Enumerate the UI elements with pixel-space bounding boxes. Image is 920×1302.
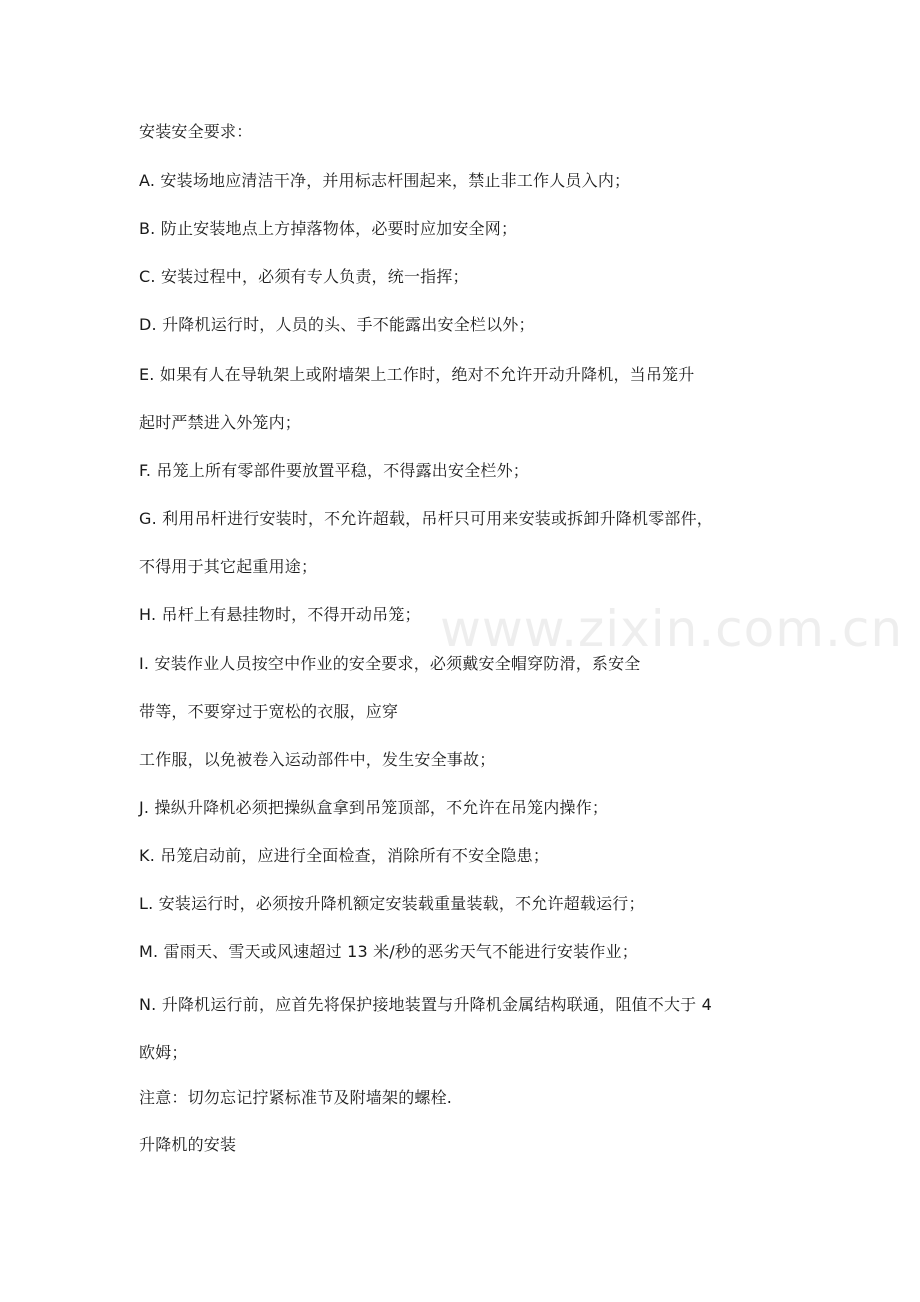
rule-i-continued-2: 工作服，以免被卷入运动部件中，发生安全事故； [139,750,496,769]
rule-a: A. 安装场地应清洁干净，并用标志杆围起来，禁止非工作人员入内； [139,171,631,190]
note: 注意：切勿忘记拧紧标准节及附墙架的螺栓. [139,1088,453,1107]
rule-d: D. 升降机运行时，人员的头、手不能露出安全栏以外； [139,315,535,334]
rule-e-continued: 起时严禁进入外笼内； [139,413,302,432]
rule-g: G. 利用吊杆进行安装时，不允许超载，吊杆只可用来安装或拆卸升降机零部件， [139,509,713,528]
rule-g-continued: 不得用于其它起重用途； [139,557,318,576]
rule-i-continued: 带等，不要穿过于宽松的衣服，应穿 [139,702,399,721]
rule-m: M. 雷雨天、雪天或风速超过 13 米/秒的恶劣天气不能进行安装作业； [139,942,638,961]
rule-n-continued: 欧姆； [139,1043,188,1062]
rule-n: N. 升降机运行前，应首先将保护接地装置与升降机金属结构联通，阻值不大于 4 [139,995,713,1014]
rule-i: I. 安装作业人员按空中作业的安全要求，必须戴安全帽穿防滑，系安全 [139,654,641,673]
rule-b: B. 防止安装地点上方掉落物体，必要时应加安全网； [139,219,518,238]
rule-l: L. 安装运行时，必须按升降机额定安装载重量装载，不允许超载运行； [139,894,645,913]
rule-h: H. 吊杆上有悬挂物时，不得开动吊笼； [139,605,421,624]
rule-k: K. 吊笼启动前，应进行全面检查，消除所有不安全隐患； [139,846,550,865]
watermark: www.zixin.com.cn [440,600,904,658]
rule-f: F. 吊笼上所有零部件要放置平稳，不得露出安全栏外； [139,461,530,480]
rule-e: E. 如果有人在导轨架上或附墙架上工作时，绝对不允许开动升降机，当吊笼升 [139,365,695,384]
rule-j: J. 操纵升降机必须把操纵盒拿到吊笼顶部，不允许在吊笼内操作； [139,798,609,817]
section-title-installation: 升降机的安装 [139,1135,237,1154]
rule-c: C. 安装过程中，必须有专人负责，统一指挥； [139,267,469,286]
section-heading: 安装安全要求： [139,122,253,141]
